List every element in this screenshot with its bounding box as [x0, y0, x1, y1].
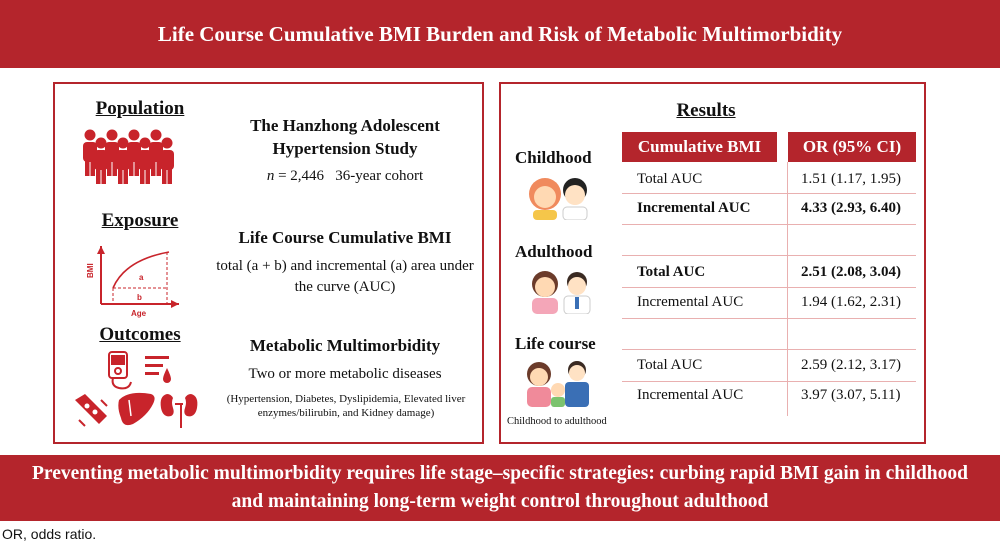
childhood-total-auc-label: Total AUC	[637, 171, 703, 187]
children-icon	[521, 172, 601, 220]
life-course-total-auc-value: 2.59 (2.12, 3.17)	[801, 357, 901, 373]
or-ci-column-header: OR (95% CI)	[788, 132, 916, 162]
outcomes-heading: Outcomes	[99, 324, 181, 345]
table-rule	[622, 318, 916, 319]
life-course-caption: Childhood to adulthood	[507, 416, 607, 427]
life-course-incremental-auc-label: Incremental AUC	[637, 387, 744, 403]
liver-icon	[118, 393, 154, 425]
conclusion-text: Preventing metabolic multimorbidity requires life stage–specific strategies: curbing rapid BMI gain in childhood and maintaining long-term weight control throughout adulthood	[32, 463, 968, 512]
study-summary-panel	[53, 82, 484, 444]
kidney-icon	[161, 394, 198, 428]
title-banner	[0, 0, 1000, 68]
sample-size	[215, 166, 475, 187]
page-title: Life Course Cumulative BMI Burden and Risk of Metabolic Multimorbidity	[157, 21, 843, 46]
study-name: The Hanzhong Adolescent Hypertension Study	[250, 116, 440, 158]
population-heading: Population	[95, 98, 185, 119]
blood-pressure-monitor-icon	[109, 352, 131, 388]
adulthood-incremental-auc-value: 1.94 (1.62, 2.31)	[801, 294, 901, 310]
childhood-total-auc-value: 1.51 (1.17, 1.95)	[801, 171, 901, 187]
cumulative-bmi-column-header: Cumulative BMI	[622, 132, 777, 162]
stage-life-course-label: Life course	[515, 334, 596, 353]
exposure-description: total (a + b) and incremental (a) area under the curve (AUC)	[216, 258, 474, 295]
childhood-incremental-auc-value: 4.33 (2.93, 6.40)	[801, 200, 901, 216]
graph-region-a-label: a	[139, 273, 144, 282]
results-panel	[499, 82, 926, 444]
population-people-icon	[81, 128, 187, 184]
table-rule	[622, 381, 916, 382]
sample-size-label: n	[266, 168, 275, 184]
blood-glucose-drop-icon	[145, 356, 171, 383]
life-course-total-auc-label: Total AUC	[637, 357, 703, 373]
cohort-duration: 36-year cohort	[335, 168, 424, 184]
stage-adulthood-label: Adulthood	[515, 242, 593, 261]
conclusion-banner	[0, 455, 1000, 521]
exposure-title: Life Course Cumulative BMI	[238, 228, 452, 247]
table-rule	[622, 349, 916, 350]
graph-x-label: Age	[131, 309, 147, 318]
outcome-icons	[71, 350, 201, 434]
adults-icon	[521, 266, 601, 314]
adulthood-total-auc-value: 2.51 (2.08, 3.04)	[801, 264, 901, 280]
graph-region-b-label: b	[137, 293, 142, 302]
table-rule	[622, 255, 916, 256]
sample-size-value: = 2,446	[274, 168, 325, 184]
outcome-title: Metabolic Multimorbidity	[249, 336, 441, 355]
childhood-incremental-auc-label: Incremental AUC	[637, 200, 751, 216]
adulthood-incremental-auc-label: Incremental AUC	[637, 294, 744, 310]
family-icon	[521, 358, 601, 408]
footnote: OR, odds ratio.	[2, 526, 97, 542]
outcome-detail: (Hypertension, Diabetes, Dyslipidemia, Elevated liver enzymes/bilirubin, and Kidney damage)	[226, 393, 466, 419]
graph-y-label: BMI	[86, 263, 95, 278]
stage-childhood-label: Childhood	[515, 148, 592, 167]
outcome-definition: Two or more metabolic diseases	[248, 366, 442, 382]
blood-vessel-icon	[75, 394, 107, 426]
table-rule	[622, 224, 916, 225]
bmi-auc-graph-icon	[79, 238, 189, 318]
adulthood-total-auc-label: Total AUC	[637, 264, 706, 280]
results-heading: Results	[676, 100, 736, 121]
table-rule	[622, 287, 916, 288]
table-column-divider	[787, 162, 788, 416]
life-course-incremental-auc-value: 3.97 (3.07, 5.11)	[801, 387, 901, 403]
table-rule	[622, 193, 916, 194]
exposure-heading: Exposure	[101, 210, 179, 231]
